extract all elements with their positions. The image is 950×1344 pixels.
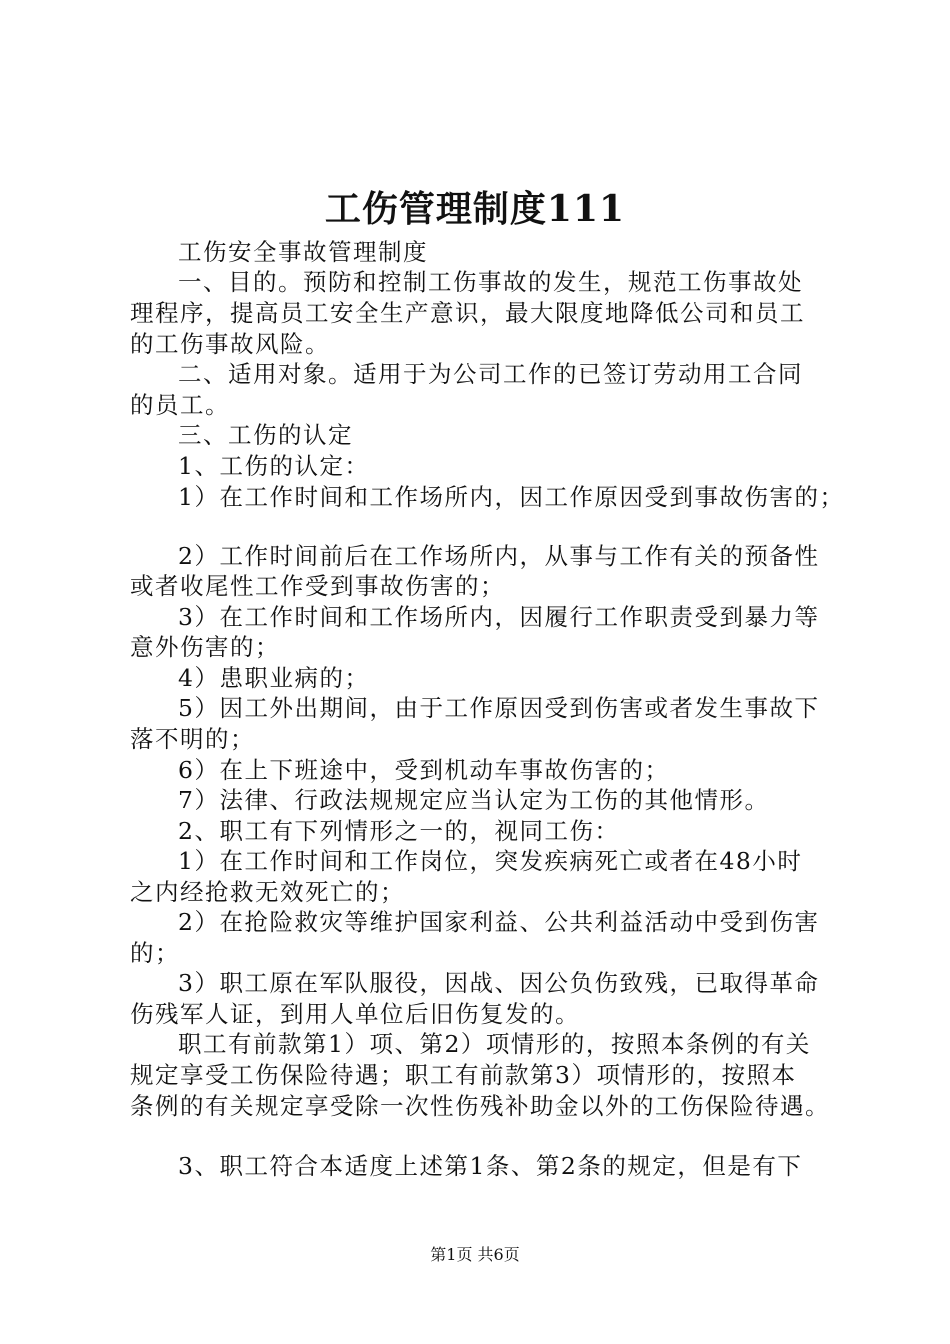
paragraph-line: 或者收尾性工作受到事故伤害的； (130, 572, 505, 600)
paragraph-line: 1）在工作时间和工作岗位，突发疾病死亡或者在48小时 (178, 847, 803, 875)
paragraph-line: 4）患职业病的； (178, 664, 370, 692)
paragraph-line: 的工伤事故风险。 (130, 330, 330, 358)
paragraph-line: 2、职工有下列情形之一的，视同工伤： (178, 817, 620, 845)
paragraph-line: 伤残军人证，到用人单位后旧伤复发的。 (130, 1000, 580, 1028)
page-footer: 第1页 共6页 (430, 1245, 520, 1264)
paragraph-line: 一、目的。预防和控制工伤事故的发生，规范工伤事故处 (178, 268, 803, 296)
paragraph-line: 条例的有关规定享受除一次性伤残补助金以外的工伤保险待遇。 (130, 1092, 830, 1120)
paragraph-line: 7）法律、行政法规规定应当认定为工伤的其他情形。 (178, 786, 770, 814)
paragraph-line: 2）工作时间前后在工作场所内，从事与工作有关的预备性 (178, 542, 820, 570)
paragraph-line: 1）在工作时间和工作场所内，因工作原因受到事故伤害的； (178, 483, 845, 511)
paragraph-line: 3）在工作时间和工作场所内，因履行工作职责受到暴力等 (178, 603, 820, 631)
paragraph-line: 工伤安全事故管理制度 (178, 238, 428, 266)
paragraph-line: 规定享受工伤保险待遇；职工有前款第3）项情形的，按照本 (130, 1061, 797, 1089)
paragraph-line: 3）职工原在军队服役，因战、因公负伤致残，已取得革命 (178, 969, 820, 997)
paragraph-line: 的员工。 (130, 391, 230, 419)
paragraph-line: 之内经抢救无效死亡的； (130, 878, 405, 906)
paragraph-line: 落不明的； (130, 725, 255, 753)
paragraph-line: 2）在抢险救灾等维护国家利益、公共利益活动中受到伤害 (178, 908, 820, 936)
paragraph-line: 3、职工符合本适度上述第1条、第2条的规定，但是有下 (178, 1152, 803, 1180)
paragraph-line: 5）因工外出期间，由于工作原因受到伤害或者发生事故下 (178, 694, 820, 722)
paragraph-line: 的； (130, 939, 180, 967)
paragraph-line: 意外伤害的； (130, 633, 280, 661)
paragraph-line: 1、工伤的认定： (178, 452, 370, 480)
page-title: 工伤管理制度111 (324, 188, 626, 230)
paragraph-line: 二、适用对象。适用于为公司工作的已签订劳动用工合同 (178, 360, 803, 388)
paragraph-line: 职工有前款第1）项、第2）项情形的，按照本条例的有关 (178, 1030, 811, 1058)
paragraph-line: 6）在上下班途中，受到机动车事故伤害的； (178, 756, 670, 784)
paragraph-line: 理程序，提高员工安全生产意识，最大限度地降低公司和员工 (130, 299, 805, 327)
paragraph-line: 三、工伤的认定 (178, 421, 353, 449)
